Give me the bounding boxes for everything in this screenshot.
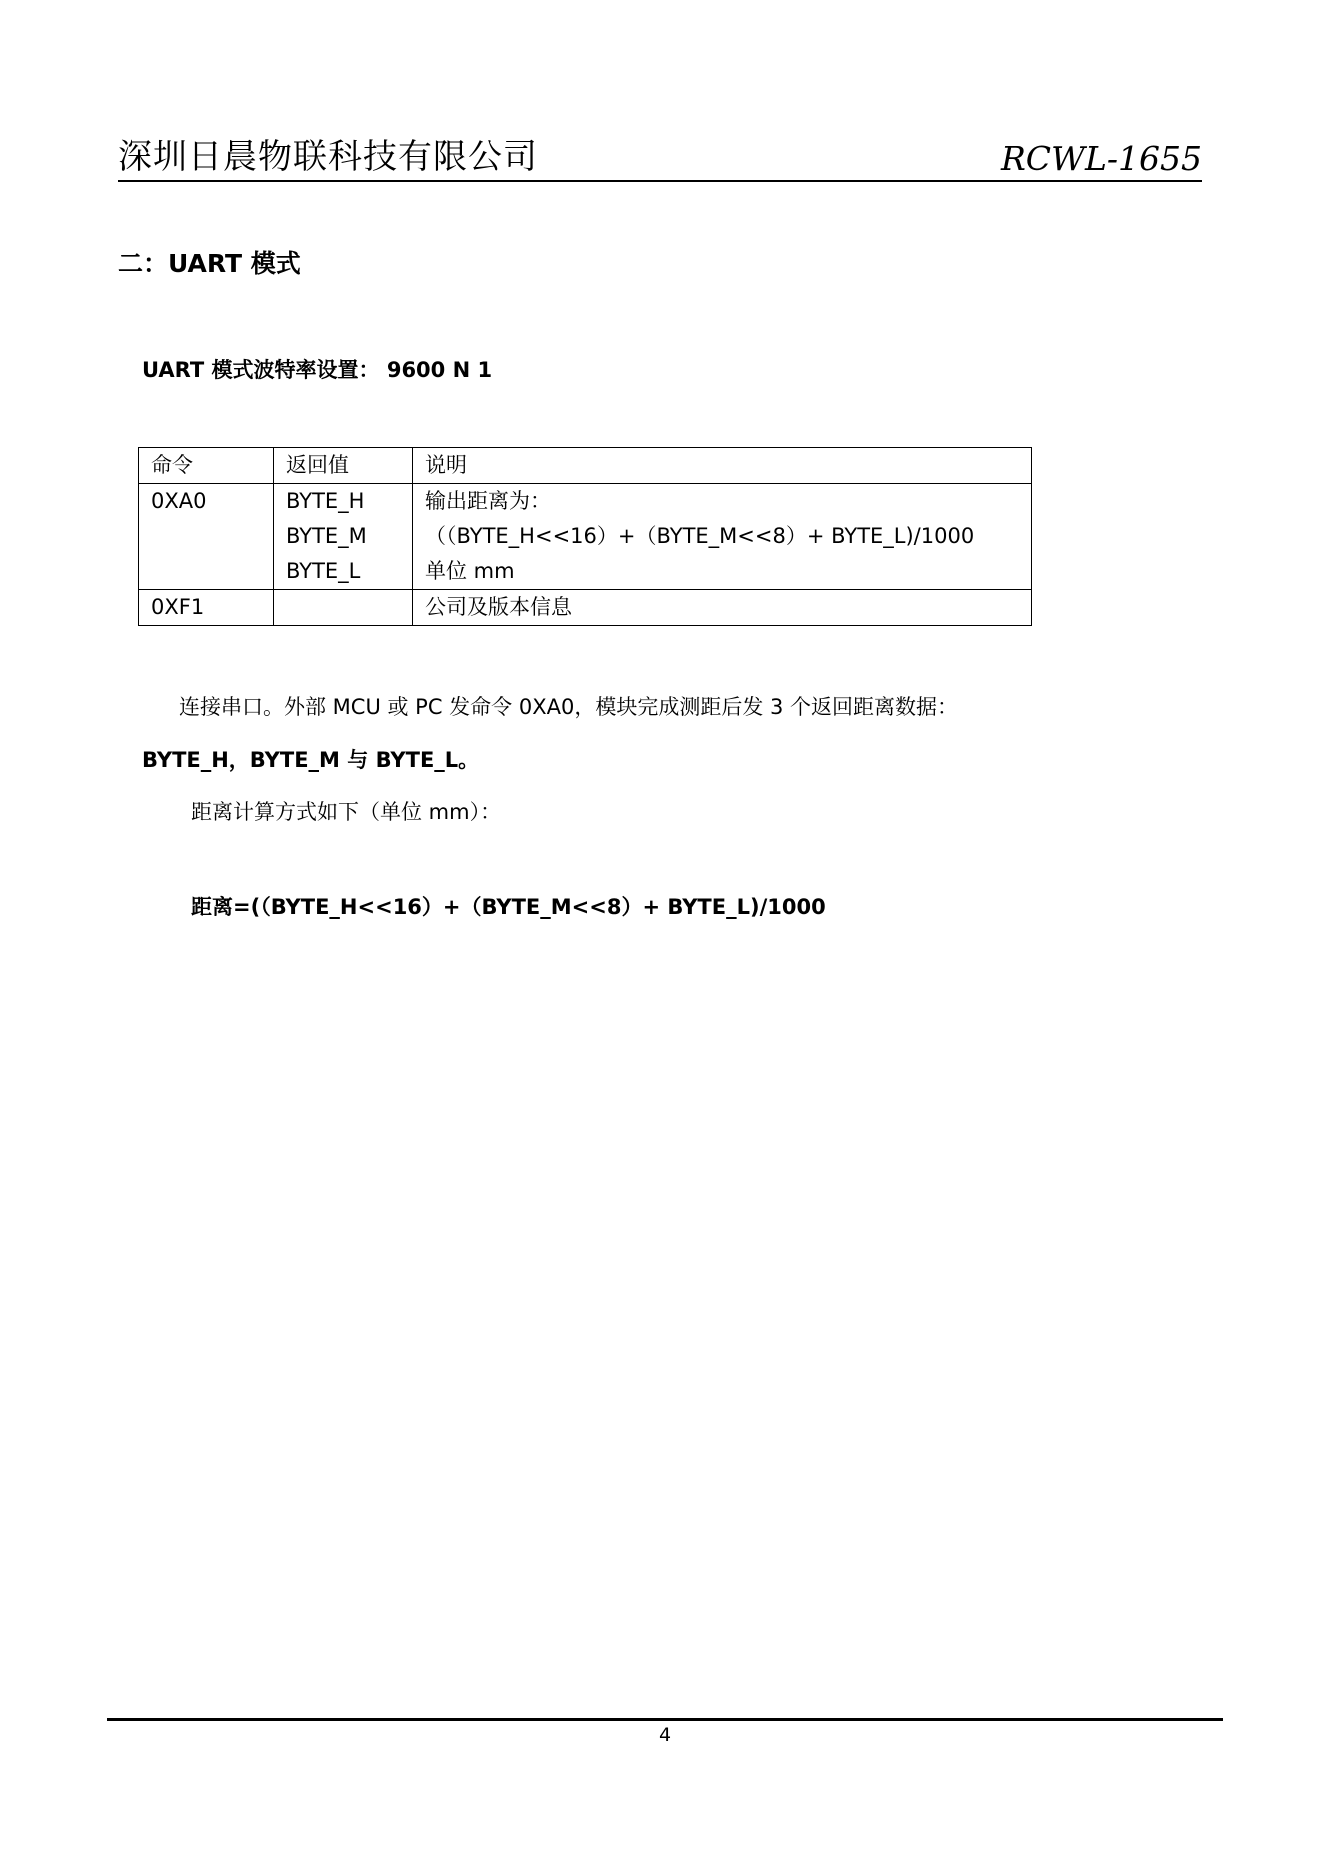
description-cell: [413, 590, 1032, 626]
returns-cell: [274, 590, 413, 626]
table-row: [139, 590, 1032, 626]
company-name: 深圳日晨物联科技有限公司: [118, 137, 538, 177]
return-byte-m: BYTE_M: [286, 524, 367, 548]
header-return-value: 返回值: [274, 448, 413, 484]
footer-divider: [107, 1718, 1223, 1721]
description-line: 公司及版本信息: [425, 595, 572, 619]
return-byte-h: BYTE_H: [286, 489, 365, 513]
paragraph-bytes: BYTE_H，BYTE_M 与 BYTE_L。: [142, 748, 480, 772]
description-line: 输出距离为：: [425, 489, 551, 513]
distance-formula: 距离=(（BYTE_H<<16）+（BYTE_M<<8）+ BYTE_L)/1000: [191, 895, 826, 919]
command-cell: [139, 590, 274, 626]
return-value: [286, 590, 412, 625]
header-command: 命令: [139, 448, 274, 484]
description-line: 单位 mm: [425, 559, 515, 583]
description-cell: [413, 484, 1032, 590]
header-description: 说明: [413, 448, 1032, 484]
section-title: 二：UART 模式: [118, 249, 301, 278]
command-value: 0XA0: [151, 489, 207, 513]
paragraph-calculation-method: 距离计算方式如下（单位 mm）：: [191, 800, 502, 824]
table-row: [139, 484, 1032, 590]
model-number: RCWL-1655: [1000, 139, 1202, 178]
return-byte-l: BYTE_L: [286, 559, 361, 583]
command-table: [138, 447, 1032, 626]
description-line: （（BYTE_H<<16）+（BYTE_M<<8）+ BYTE_L)/1000: [425, 524, 975, 548]
baud-rate-setting: UART 模式波特率设置： 9600 N 1: [142, 358, 493, 382]
table-header-row: [139, 448, 1032, 484]
page-number: 4: [658, 1724, 672, 1746]
returns-cell: [274, 484, 413, 590]
command-cell: [139, 484, 274, 590]
command-value: 0XF1: [151, 595, 205, 619]
paragraph-serial-connection: 连接串口。外部 MCU 或 PC 发命令 0XA0，模块完成测距后发 3 个返回距离数据：: [179, 695, 959, 719]
header-divider: [118, 180, 1202, 182]
